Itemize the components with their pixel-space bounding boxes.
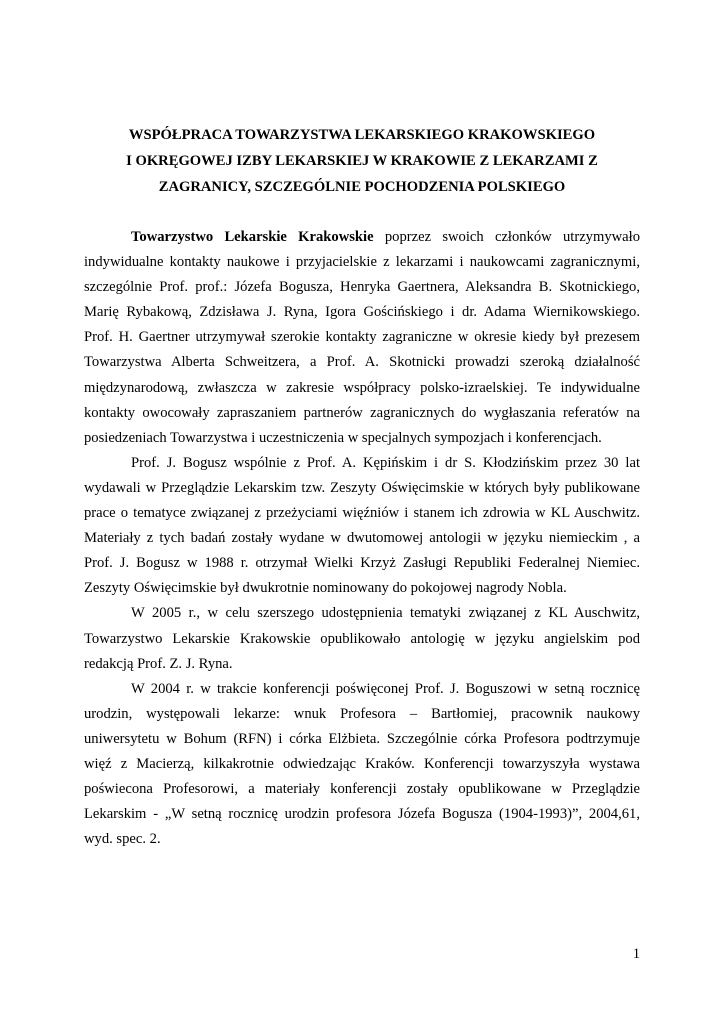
- paragraph-line: Towarzystwo Lekarskie Krakowskie opublikowało antologię w języku angielskim pod: [84, 630, 640, 647]
- paragraph-line: Marię Rybakową, Zdzisława J. Ryna, Igora Gościńskiego i dr. Adama Wiernikowskiego.: [84, 304, 640, 321]
- paragraph-line: poświecona Profesorowi, a materiały konferencji zostały opublikowane w Przeglądzie: [84, 781, 640, 798]
- page-number: 1: [632, 946, 640, 962]
- paragraph-line: redakcją Prof. Z. J. Ryna.: [84, 655, 233, 672]
- paragraph-line: wyd. spec. 2.: [84, 831, 161, 848]
- paragraph-line: kontakty owocowały zapraszaniem partnerów zagranicznych do wygłaszania referatów na: [84, 404, 640, 421]
- paragraph-4: [84, 677, 640, 853]
- paragraph-line: W 2004 r. w trakcie konferencji poświęconej Prof. J. Boguszowi w setną rocznicę: [131, 680, 640, 697]
- paragraph-line: urodzin, występowali lekarze: wnuk Profesora – Bartłomiej, pracownik naukowy: [84, 705, 640, 722]
- paragraph-1: [84, 225, 640, 451]
- title-line: I OKRĘGOWEJ IZBY LEKARSKIEJ W KRAKOWIE Z LEKARZAMI Z: [126, 153, 598, 169]
- paragraph-line: Prof. H. Gaertner utrzymywał szerokie kontakty zagraniczne w okresie kiedy był prezesem: [84, 329, 640, 346]
- paragraph-line: międzynarodową, zwłaszcza w zakresie współpracy polsko-izraelskiej. Te indywidualne: [84, 379, 640, 396]
- paragraph-line: Materiały z tych badań zostały wydane w dwutomowej antologii w języku niemieckim , a: [84, 530, 640, 547]
- paragraph-line: posiedzeniach Towarzystwa i uczestniczenia w specjalnych sympozjach i konferencjach.: [84, 429, 602, 446]
- title-line: WSPÓŁPRACA TOWARZYSTWA LEKARSKIEGO KRAKOWSKIEGO: [128, 127, 596, 143]
- line-text: poprzez swoich członków utrzymywało: [373, 229, 640, 245]
- paragraph-line: uniwersytetu w Bohum (RFN) i córka Elżbieta. Szczególnie córka Profesora podtrzymuje: [84, 730, 640, 747]
- paragraph-line: [84, 225, 640, 250]
- paragraph-line: Zeszyty Oświęcimskie był dwukrotnie nominowany do pokojowej nagrody Nobla.: [84, 580, 567, 597]
- document-title: [84, 122, 640, 200]
- paragraph-line: W 2005 r., w celu szerszego udostępnienia tematyki związanej z KL Auschwitz,: [131, 605, 640, 622]
- paragraph-3: [84, 601, 640, 676]
- paragraph-line: prace o tematyce związanej z przeżyciami więźniów i stanem ich zdrowia w KL Auschwitz.: [84, 505, 640, 522]
- title-line: ZAGRANICY, SZCZEGÓLNIE POCHODZENIA POLSKIEGO: [158, 179, 566, 195]
- paragraph-line: szczególnie Prof. prof.: Józefa Bogusza, Henryka Gaertnera, Aleksandra B. Skotnickiego,: [84, 279, 640, 296]
- paragraph-line: wydawali w Przeglądzie Lekarskim tzw. Zeszyty Oświęcimskie w których były publikowane: [84, 479, 640, 496]
- paragraph-line: Towarzystwa Alberta Schweitzera, a Prof. A. Skotnicki prowadzi szeroką działalność: [84, 354, 640, 371]
- paragraph-line: Lekarskim - „W setną rocznicę urodzin profesora Józefa Bogusza (1904-1993)”, 2004,61,: [84, 806, 640, 823]
- paragraph-line: Prof. J. Bogusz w 1988 r. otrzymał Wielki Krzyż Zasługi Republiki Federalnej Niemiec.: [84, 555, 640, 572]
- paragraph-line: więź z Macierzą, kilkakrotnie odwiedzając Kraków. Konferencji towarzyszyła wystawa: [84, 755, 640, 772]
- paragraph-2: [84, 451, 640, 602]
- paragraph-line: Prof. J. Bogusz wspólnie z Prof. A. Kępińskim i dr S. Kłodzińskim przez 30 lat: [131, 454, 640, 471]
- bold-lead: Towarzystwo Lekarskie Krakowskie: [131, 229, 374, 245]
- document-body: [84, 225, 640, 852]
- paragraph-line: indywidualne kontakty naukowe i przyjacielskie z lekarzami i naukowcami zagranicznymi,: [84, 254, 640, 271]
